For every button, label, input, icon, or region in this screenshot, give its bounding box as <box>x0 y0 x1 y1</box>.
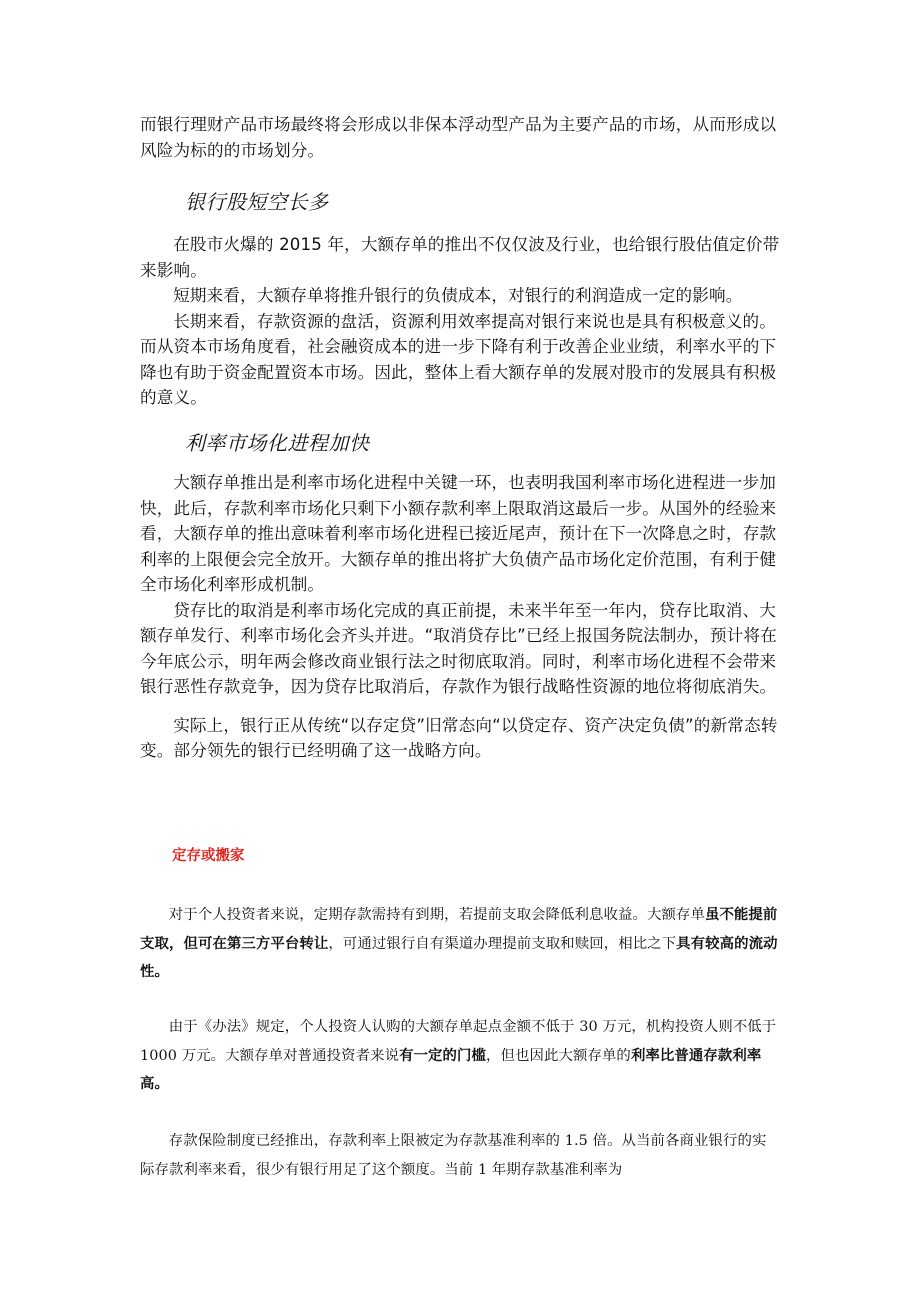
section1-paragraph-2: 短期来看，大额存单将推升银行的负债成本，对银行的利润造成一定的影响。 <box>173 286 743 305</box>
intro-paragraph: 而银行理财产品市场最终将会形成以非保本浮动型产品为主要产品的市场，从而形成以风险为标的的市场划分。 <box>140 115 777 160</box>
section2-paragraph-2: 贷存比的取消是利率市场化完成的真正前提，未来半年至一年内，贷存比取消、大额存单发行、利率市场化会齐头并进。“取消贷存比”已经上报国务院法制办，预计将在今年底公示，明年两会修改商业银行法之时彻底取消。同时，利率市场化进程不会带来银行恶性存款竞争，因为贷存比取消后，存款作为银行战略性资源的地位将彻底消失。 <box>140 600 778 696</box>
section-heading-deposit-move: 定存或搬家 <box>172 848 245 864</box>
section3-paragraph-2 <box>140 1013 780 1099</box>
section1-paragraph-3: 长期来看，存款资源的盘活，资源利用效率提高对银行来说也是具有积极意义的。而从资本市场角度看，社会融资成本的进一步下降有利于改善企业业绩，利率水平的下降也有助于资金配置资本市场。因此，整体上看大额存单的发展对股市的发展具有积极的意义。 <box>140 311 777 407</box>
p1-text-a: 对于个人投资者来说，定期存款需持有到期，若提前支取会降低利息收益。大额存单 <box>168 907 705 923</box>
p2-text-c: ，但也因此大额存单的 <box>486 1047 631 1064</box>
section-heading-rate-marketization: 利率市场化进程加快 <box>185 431 370 455</box>
p2-bold-b: 有一定的门槛 <box>399 1047 487 1064</box>
section3-paragraph-3: 存款保险制度已经推出，存款利率上限被定为存款基准利率的 1.5 倍。从当前各商业银行的实际存款利率来看，很少有银行用足了这个额度。当前 1 年期存款基准利率为 <box>140 1133 767 1178</box>
section2-paragraph-1: 大额存单推出是利率市场化进程中关键一环，也表明我国利率市场化进程进一步加快，此后，存款利率市场化只剩下小额存款利率上限取消这最后一步。从国外的经验来看，大额存单的推出意味着利率市场化进程已接近尾声，预计在下一次降息之时，存款利率的上限便会完全放开。大额存单的推出将扩大负债产品市场化定价范围，有利于健全市场化利率形成机制。 <box>140 473 777 594</box>
p2-bold-d: 利率比普通存款利率高。 <box>140 1047 762 1092</box>
p2-text-a: 由于《办法》规定，个人投资人认购的大额存单起点金额不低于 30 万元，机构投资人则不低于 1000 万元。大额存单对普通投资者来说 <box>140 1019 777 1064</box>
section3-paragraph-1 <box>140 901 780 987</box>
section2-paragraph-3: 实际上，银行正从传统“以存定贷”旧常态向“以贷定存、资产决定负债”的新常态转变。部分领先的银行已经明确了这一战略方向。 <box>140 715 778 760</box>
p1-bold-d: 具有较高的流动性。 <box>140 935 778 980</box>
p1-bold-b: 虽不能提前支取，但可在第三方平台转让 <box>140 907 778 952</box>
section1-paragraph-1: 在股市火爆的 2015 年，大额存单的推出不仅仅波及行业，也给银行股估值定价带来影响。 <box>140 235 780 280</box>
section-heading-bank-stocks: 银行股短空长多 <box>185 190 329 214</box>
p1-text-c: ，可通过银行自有渠道办理提前支取和赎回，相比之下 <box>328 935 677 952</box>
